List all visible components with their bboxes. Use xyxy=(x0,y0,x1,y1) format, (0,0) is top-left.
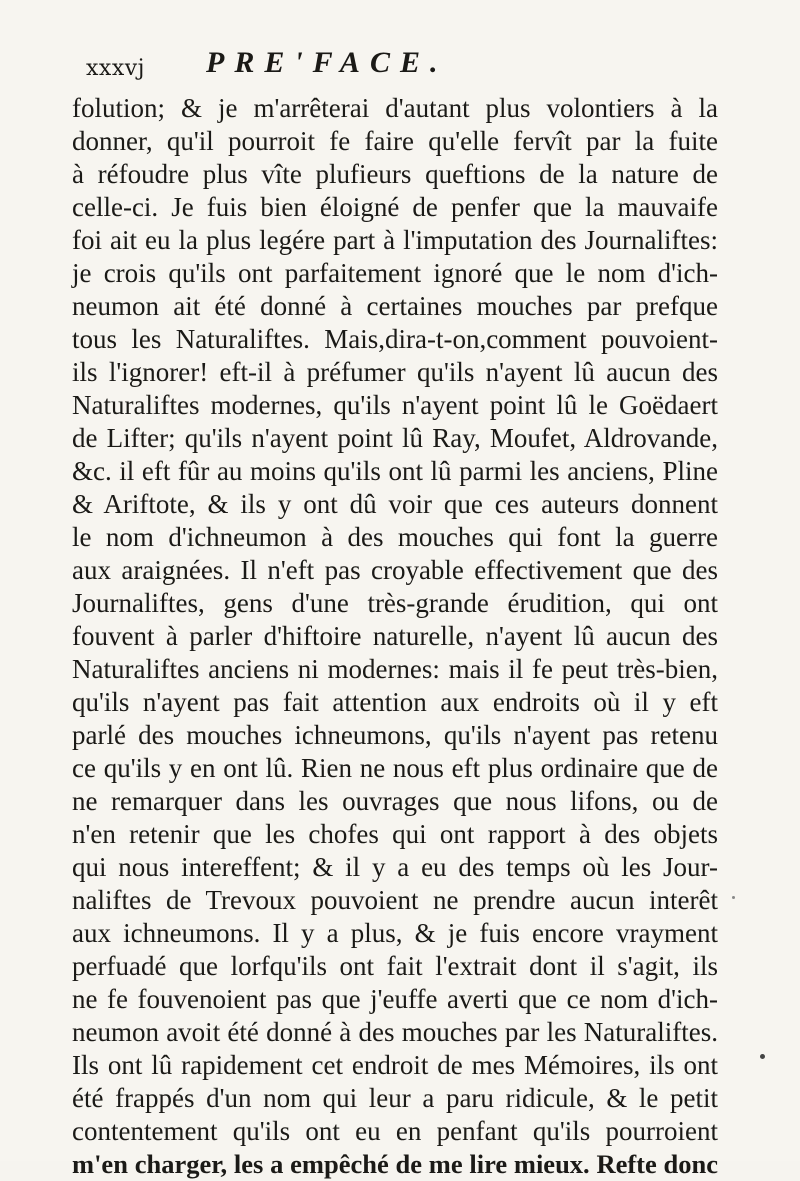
running-head: PRE'FACE. xyxy=(206,46,448,79)
text-line: ne remarquer dans les ouvrages que nous lifons, ou de xyxy=(72,786,718,816)
text-line: foi ait eu la plus legére part à l'imputation des Journaliftes: xyxy=(72,225,718,255)
text-line: celle-ci. Je fuis bien éloigné de penfer que la mauvaife xyxy=(72,192,718,222)
text-line: aux ichneumons. Il y a plus, & je fuis encore vrayment xyxy=(72,918,718,948)
text-line: qui nous intereffent; & il y a eu des temps où les Jour- xyxy=(72,852,718,882)
text-line: aux araignées. Il n'eft pas croyable effectivement que des xyxy=(72,555,718,585)
text-line: neumon avoit été donné à des mouches par les Naturaliftes. xyxy=(72,1017,718,1047)
ink-speck xyxy=(760,1054,765,1059)
text-line: ils l'ignorer! eft-il à préfumer qu'ils n'ayent lû aucun des xyxy=(72,357,718,387)
text-line: été frappés d'un nom qui leur a paru ridicule, & le petit xyxy=(72,1083,718,1113)
text-line: de Lifter; qu'ils n'ayent point lû Ray, Moufet, Aldrovande, xyxy=(72,423,718,453)
text-line: à réfoudre plus vîte plufieurs queftions de la nature de xyxy=(72,159,718,189)
text-line: n'en retenir que les chofes qui ont rapport à des objets xyxy=(72,819,718,849)
ink-speck xyxy=(732,896,735,899)
text-line: Naturaliftes modernes, qu'ils n'ayent point lû le Goëdaert xyxy=(72,390,718,420)
text-line: contentement qu'ils ont eu en penfant qu'ils pourroient xyxy=(72,1116,718,1146)
body-text xyxy=(72,92,718,1181)
page-header xyxy=(86,46,726,88)
text-line: naliftes de Trevoux pouvoient ne prendre aucun interêt xyxy=(72,885,718,915)
text-line: &c. il eft fûr au moins qu'ils ont lû parmi les anciens, Pline xyxy=(72,456,718,486)
text-line: parlé des mouches ichneumons, qu'ils n'ayent pas retenu xyxy=(72,720,718,750)
text-line: qu'ils n'ayent pas fait attention aux endroits où il y eft xyxy=(72,687,718,717)
page-number: xxxvj xyxy=(86,56,145,81)
text-line: ne fe fouvenoient pas que j'euffe averti que ce nom d'ich- xyxy=(72,984,718,1014)
text-line: tous les Naturaliftes. Mais,dira-t-on,comment pouvoient- xyxy=(72,324,718,354)
text-line: Naturaliftes anciens ni modernes: mais il fe peut très-bien, xyxy=(72,654,718,684)
text-line: donner, qu'il pourroit fe faire qu'elle fervît par la fuite xyxy=(72,126,718,156)
text-line: neumon ait été donné à certaines mouches par prefque xyxy=(72,291,718,321)
text-line: folution; & je m'arrêterai d'autant plus volontiers à la xyxy=(72,93,718,123)
text-line: ce qu'ils y en ont lû. Rien ne nous eft plus ordinaire que de xyxy=(72,753,718,783)
text-line: Ils ont lû rapidement cet endroit de mes Mémoires, ils ont xyxy=(72,1050,718,1080)
text-line: & Ariftote, & ils y ont dû voir que ces auteurs donnent xyxy=(72,489,718,519)
text-line: Journaliftes, gens d'une très-grande érudition, qui ont xyxy=(72,588,718,618)
text-line: fouvent à parler d'hiftoire naturelle, n'ayent lû aucun des xyxy=(72,621,718,651)
text-line: perfuadé que lorfqu'ils ont fait l'extrait dont il s'agit, ils xyxy=(72,951,718,981)
text-line: le nom d'ichneumon à des mouches qui font la guerre xyxy=(72,522,718,552)
text-line: je crois qu'ils ont parfaitement ignoré que le nom d'ich- xyxy=(72,258,718,288)
text-line: m'en charger, les a empêché de me lire mieux. Refte donc xyxy=(72,1149,718,1179)
